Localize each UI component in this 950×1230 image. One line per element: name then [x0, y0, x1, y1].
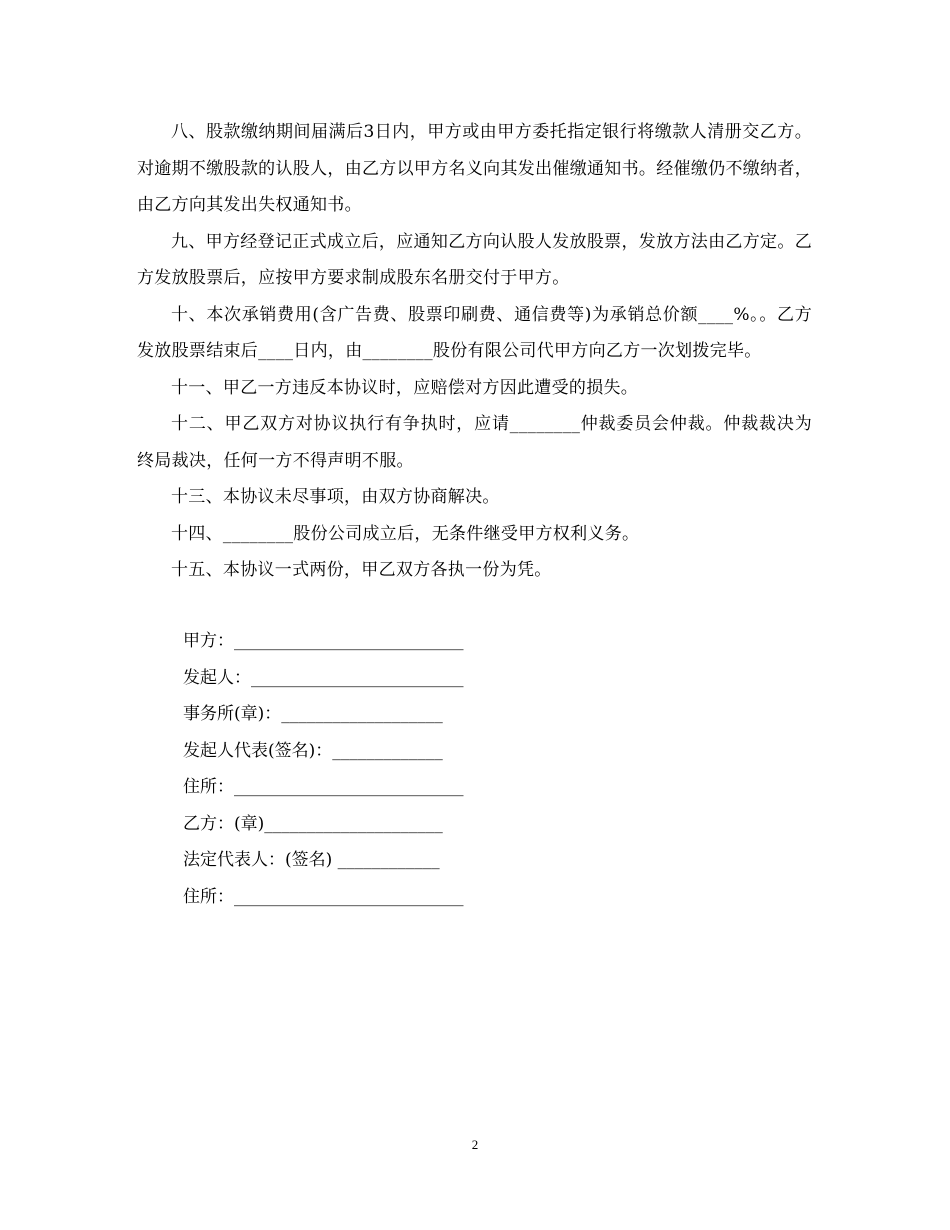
promoter-representative-line: 发起人代表(签名)：_____________ — [183, 740, 443, 761]
party-a-address-line: 住所：___________________________ — [183, 777, 464, 797]
party-b-address-line: 住所：___________________________ — [183, 886, 464, 907]
signature-block — [183, 623, 583, 915]
page-number: 2 — [471, 1137, 479, 1152]
party-b-seal-line: 乙方：(章)_____________________ — [183, 813, 443, 834]
clause-9: 九、甲方经登记正式成立后，应通知乙方向认股人发放股票，发放方法由乙方定。乙方发放股票后，应按甲方要求制成股东名册交付于甲方。 — [137, 231, 812, 288]
clause-8: 八、股款缴纳期间届满后3日内，甲方或由甲方委托指定银行将缴款人清册交乙方。对逾期不缴股款的认股人，由乙方以甲方名义向其发出催缴通知书。经催缴仍不缴纳者，由乙方向其发出失权通知书。 — [137, 122, 812, 215]
agreement-body — [137, 114, 812, 589]
clause-13: 十三、本协议未尽事项，由双方协商解决。 — [171, 487, 500, 507]
office-seal-line: 事务所(章)：___________________ — [183, 704, 443, 724]
clause-10: 十、本次承销费用(含广告费、股票印刷费、通信费等)为承销总价额____%。。乙方发放股票结束后____日内，由________股份有限公司代甲方向乙方一次划拨完毕。 — [137, 304, 812, 361]
promoter-line: 发起人：_________________________ — [183, 667, 464, 688]
party-a-line: 甲方：___________________________ — [183, 631, 464, 651]
clause-11: 十一、甲乙一方违反本协议时，应赔偿对方因此遭受的损失。 — [171, 377, 639, 398]
clause-15: 十五、本协议一式两份，甲乙双方各执一份为凭。 — [171, 560, 552, 580]
clause-14: 十四、________股份公司成立后，无条件继受甲方权利义务。 — [171, 523, 640, 544]
legal-representative-line: 法定代表人：(签名) ____________ — [183, 850, 440, 870]
clause-12: 十二、甲乙双方对协议执行有争执时，应请________仲裁委员会仲裁。仲裁裁决为终局裁决，任何一方不得声明不服。 — [137, 414, 812, 471]
